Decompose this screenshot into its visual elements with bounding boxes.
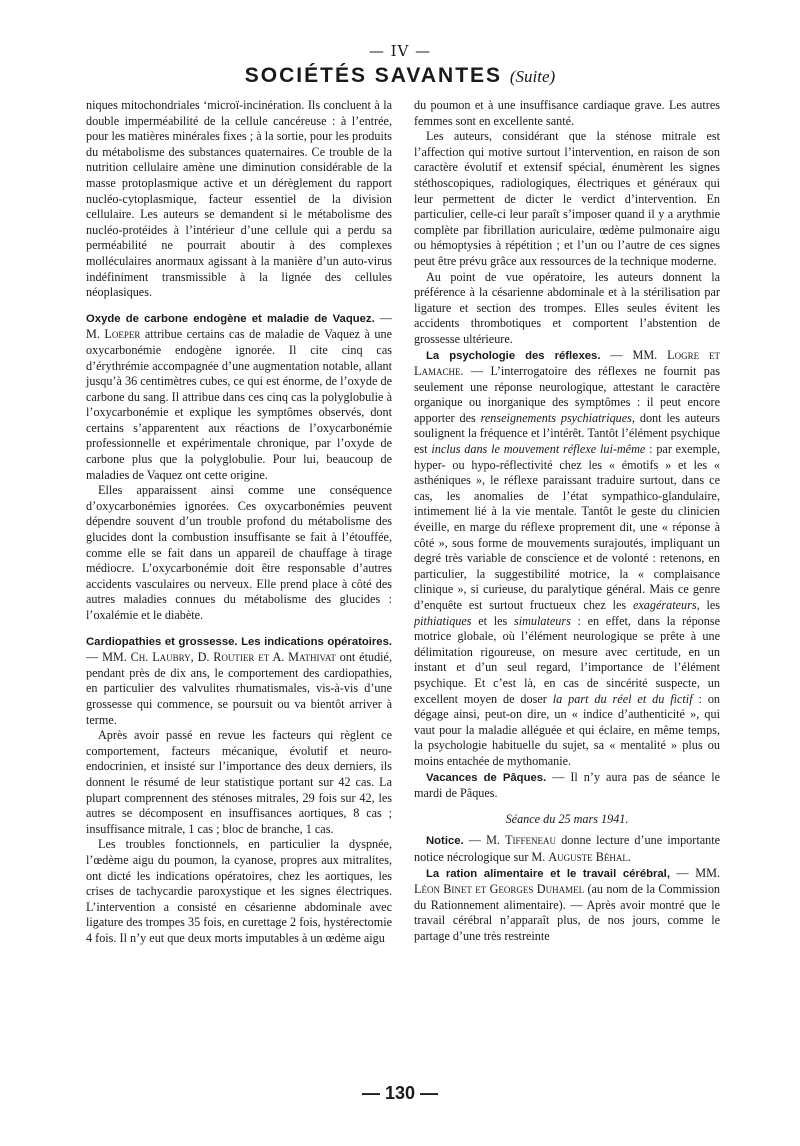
folio-roman: — IV — (368, 42, 432, 60)
author: Auguste Béhal. (548, 849, 631, 864)
article-oxyde-carbone: Oxyde de carbone endogène et maladie de Vaquez. — M. Loeper attribue certains cas de maladie de Vaquez à une oxycarbonémie endogène ignorée. Il cite cinq cas d’érythrémie accompagnée d’une augmentation notable, allant jusqu’à 36 centimètres cubes, ce qui est énorme, de l’oxyde de carbone du sang. Il attribue dans ces cinq cas la polyglobulie à l’oxycarbonémie et explique les symptômes observés, dont certains s’apparentent aux réactions de l’oxycarbonémie professionnelle et expérimentale chronique, par l’oxyde de carbone plus que la polyglobulie. Pour lui, beaucoup de maladies de Vaquez ont cette origine. (86, 310, 393, 482)
article-vacances: Vacances de Pâques. — Il n’y aura pas de séance le mardi de Pâques. (414, 769, 721, 801)
section-heading: La psychologie des réflexes. (426, 349, 601, 362)
article-cardiopathies: Cardiopathies et grossesse. Les indications opératoires. — MM. Ch. Laubry, D. Routier et A. Mathivat ont étudié, pendant près de dix ans, le comportement des cardiopathies, en particulier des valvulites rhumatismales, vis-à-vis d’une grossesse qui commence, se poursuit ou va bientôt arriver à terme. (86, 635, 393, 727)
section-heading: Cardiopathies et grossesse. Les indications opératoires. (86, 635, 392, 648)
paragraph: niques mitochondriales ‘microï-incinération. Ils concluent à la double imperméabilité de la cellule cancéreuse : à l’entrée, pour les matières minérales fixes ; à la sortie, pour les produits du métabolisme des substances quaternaires. Ce trouble de la nutrition cellulaire amène une diminution considérable de la masse protoplasmique active et un dérèglement du rapport nucléo-cytoplasmique, facteur essentiel de la division cellulaire. Les auteurs se demandent si le métabolisme des nucléo-protéides à l’intérieur d’une cellule qui a perdu sa perméabilité ne pourrait aboutir à des complexes molléculaires anormaux agissant à la manière d’un auto-virus indéfiniment transmissible à la lignée des cellules néoplasiques. (86, 98, 392, 300)
authors: MM. Ch. Laubry, D. Routier et A. Mathivat (102, 650, 336, 665)
section-heading: La ration alimentaire et le travail cérébral, (426, 867, 670, 880)
article-ration-alimentaire: La ration alimentaire et le travail cérébral, — MM. Léon Binet et Georges Duhamel (au nom de la Commission du Rationnement alimentaire). — Après avoir montré que le travail cérébral n’apparaît plus, de nos jours, comme le partage d’une très restreinte (414, 865, 721, 943)
paragraph-text: ont étudié, pendant près de dix ans, le comportement des cardiopathies, en particulier des valvulites rhumatismales, vis-à-vis d’une grossesse qui commence, se poursuit ou va bientôt arriver à terme. (86, 650, 393, 727)
paragraph: Les auteurs, considérant que la sténose mitrale est l’affection qui motive surtout l’intervention, en raison de son caractère évolutif et extensif spécial, énumèrent les signes stéthoscopiques, radiologiques, électriques et généraux qui leur permettent de dicter le verdict d’intervention. En particulier, celle-ci leur paraît s’imposer quand il y a arythmie complète par fibrillation auriculaire, œdème pulmonaire aigu ou hémoptysies à répétition ; et l’un ou l’autre de ces signes peut être prévu grâce aux ressources de la technique moderne. (414, 129, 720, 268)
paragraph: du poumon et à une insuffisance cardiaque grave. Les autres femmes sont en excellente santé. (414, 98, 720, 128)
author: Tiffeneau (505, 833, 557, 848)
paragraph: Au point de vue opératoire, les auteurs donnent la préférence à la césarienne abdominale et à la stérilisation par ligature et section des trompes. Elles seules évitent les accidents thrombotiques et comportent l’abstention de grossesse ultérieure. (414, 269, 720, 346)
page-number: — 130 — (361, 1083, 439, 1103)
paragraph: Après avoir passé en revue les facteurs qui règlent ce comportement, facteurs mécanique, évolutif et neuro-endocrinien, et insisté sur l’importance des deux derniers, ils donnent le résumé de leur statistique portant sur 42 cas. La plupart comprennent des sténoses mitrales, 29 fois sur 42, les autres se décomposent en insuffisances aortiques, 8 cas ; insuffisance mitrale, 1 cas ; bloc de branche, 1 cas. (86, 728, 392, 836)
section-heading: Oxyde de carbone endogène et maladie de Vaquez. (86, 312, 375, 325)
authors: MM. Logre et Lamache. (414, 347, 720, 379)
session-date: Séance du 25 mars 1941. (505, 811, 629, 826)
section-title: SOCIÉTÉS SAVANTES (244, 64, 503, 87)
section-heading: Notice. (426, 835, 464, 848)
paragraph: Les troubles fonctionnels, en particulier la dyspnée, l’œdème aigu du poumon, la cyanose, propres aux mitralites, ont dicté les indications opératoires, chez les aortiques, les crises de tachycardie paroxystique et les signes électriques. L’intervention a consisté en césarienne abdominale avec ligature des trompes 35 fois, en curettage 2 fois, hystérectomie 4 fois. Il n’y eut que deux morts imputables à un œdème aigu (86, 837, 392, 945)
section-heading: Vacances de Pâques. (426, 771, 547, 784)
author: M. Loeper (86, 327, 141, 342)
authors: MM. Léon Binet et Georges Duhamel (414, 865, 721, 897)
paragraph: Elles apparaissent ainsi comme une conséquence d’oxycarbonémies ignorées. Ces oxycarbonémies peuvent dépendre souvent d’un trouble profond du métabolisme des glucides dont la combustion insuffisante se fait à l’étouffée, comme elle se fait dans un appareil de chauffage à tirage médiocre. L’oxycarbonémie doit être responsable d’autres accidents vasculaires ou nerveux. Elle prend place à côté des autres maladies connues du métabolisme des glucides : l’oxalémie et le diabète. (86, 483, 392, 622)
right-column (414, 98, 720, 944)
running-title (0, 64, 800, 88)
article-notice: Notice. — M. Tiffeneau donne lecture d’une importante notice nécrologique sur M. Auguste Béhal. (414, 833, 721, 864)
section-title-suite: (Suite) (509, 67, 556, 86)
paragraph-text: attribue certains cas de maladie de Vaquez à une oxycarbonémie endogène ignorée. Il cite cinq cas d’érythrémie accompagnée d’une augmentation notable, allant jusqu’à 36 centimètres cubes, ce qui est énorme, de l’oxyde de carbone du sang. Il attribue dans ces cinq cas la polyglobulie à l’oxycarbonémie et explique les symptômes observés, dont certains s’apparentent aux réactions de l’oxycarbonémie professionnelle et expérimentale chronique, par l’oxyde de carbone plus que la polyglobulie. Pour lui, beaucoup de maladies de Vaquez ont cette origine. (86, 327, 392, 482)
left-column (86, 98, 392, 946)
article-psychologie-reflexes: La psychologie des réflexes. — MM. Logre et Lamache. — L’interrogatoire des réflexes ne fournit pas seulement une réponse neurologique, attestant le caractère organique ou inorganique des symptômes : il peut encore apporter des renseignements psychiatriques, dont les auteurs soulignent la fréquence et l’intérêt. Tantôt l’élément psychique est inclus dans le mouvement réflexe lui-même : par exemple, hyper- ou hypo-réflectivité chez les « émotifs » et les « asthéniques », le réflexe paraissant traduire surtout, dans ce cas, les anomalies de l’état sympathico-glandulaire, intimement lié à la vie mentale. Tantôt le geste du clinicien éveille, en marge du réflexe proprement dit, une « réponse à côté », sous forme de mouvements surajoutés, impliquant un degré très variable de conscience et de volonté : retenons, en particulier, la suggestibilité motrice, la « complaisance clinique », si curieuse, du paralytique général. Mais ce genre d’enquête est surtout fructueux chez les exagérateurs, les pithiatiques et les simulateurs : en effet, dans la réponse motrice globale, où l’élément neurologique se prête à une délimitation rigoureuse, on mesure avec certitude, en un instant et d’un seul regard, l’importance de l’élément psychique. Et c’est là, en cas de sincérité suspecte, un excellent moyen de doser la part du réel et du fictif : on dégage ainsi, peut-on dire, un « indice d’authenticité », qui vaut pour la maladie alléguée et qui éclaire, en même temps, la psychologie habituelle du sujet, sa « mentalité » plus ou moins entachée de mythomanie. (414, 347, 721, 768)
